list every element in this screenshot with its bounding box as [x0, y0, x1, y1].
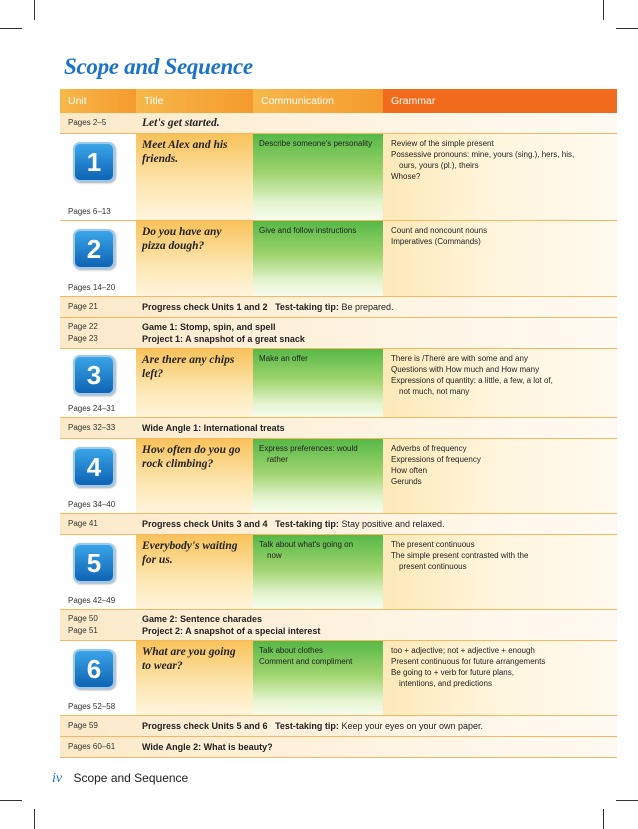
unit-pages: Pages 34–40 [68, 500, 116, 509]
page-number: iv [52, 771, 63, 786]
unit-pages: Pages 52–58 [68, 702, 116, 711]
crop-mark [616, 800, 638, 801]
unit-communication: Express preferences: would rather [253, 439, 383, 513]
progress-pages: Page 21 [68, 302, 98, 311]
unit-grammar: Count and noncount nouns Imperatives (Commands) [383, 221, 617, 296]
wide-angle-label: Wide Angle 1: International treats [142, 423, 285, 433]
unit-cell [60, 439, 136, 513]
header-unit: Unit [60, 89, 136, 113]
unit-communication: Describe someone's personality [253, 134, 383, 220]
unit-title: How often do you go rock climbing? [136, 439, 253, 513]
crop-mark [603, 0, 604, 20]
table-row-unit-2 [60, 221, 617, 297]
crop-mark [603, 809, 604, 829]
crop-mark [0, 28, 22, 29]
game-pages: Page 50 Page 51 [68, 614, 98, 635]
unit-title: What are you going to wear? [136, 641, 253, 715]
unit-title: Everybody's waiting for us. [136, 535, 253, 609]
wide-angle-pages: Pages 60–61 [68, 742, 116, 751]
unit-communication: Talk about what's going on now [253, 535, 383, 609]
unit-cell [60, 349, 136, 417]
unit-number-badge: 6 [73, 649, 115, 689]
table-row-wide-angle [60, 737, 617, 758]
unit-number-badge: 2 [73, 229, 115, 269]
unit-cell [60, 134, 136, 220]
table-row-progress-check [60, 514, 617, 535]
footer-label: Scope and Sequence [73, 771, 189, 785]
unit-cell [60, 535, 136, 609]
table-row-unit-3 [60, 349, 617, 418]
unit-pages: Pages 24–31 [68, 404, 116, 413]
unit-pages: Pages 6–13 [68, 207, 111, 216]
header-grammar: Grammar [383, 89, 617, 113]
unit-grammar: There is /There are with some and any Questions with How much and How many Expressions of quantity: a little, a few, a lot of, not much, not many [383, 349, 617, 417]
page-title: Scope and Sequence [64, 54, 253, 79]
unit-grammar: Review of the simple present Possessive pronouns: mine, yours (sing.), hers, his, ours, yours (pl.), theirs Whose? [383, 134, 617, 220]
unit-title: Do you have any pizza dough? [136, 221, 253, 296]
game-project: Game 2: Sentence charades Project 2: A snapshot of a special interest [142, 614, 321, 636]
header-communication: Communication [253, 89, 383, 113]
unit-number-badge: 3 [73, 355, 115, 395]
unit-communication: Talk about clothes Comment and compliment [253, 641, 383, 715]
crop-mark [0, 800, 22, 801]
table-header [60, 89, 617, 113]
intro-title: Let's get started. [142, 117, 220, 129]
progress-check: Progress check Units 5 and 6 Test-taking tip: Keep your eyes on your own paper. [142, 721, 484, 731]
game-project: Game 1: Stomp, spin, and spell Project 1: A snapshot of a great snack [142, 322, 305, 344]
crop-mark [616, 28, 638, 29]
crop-mark [34, 0, 35, 20]
unit-number-badge: 4 [73, 447, 115, 487]
wide-angle-label: Wide Angle 2: What is beauty? [142, 742, 273, 752]
wide-angle-pages: Pages 32–33 [68, 423, 116, 432]
unit-number-badge: 5 [73, 543, 115, 583]
unit-title: Are there any chips left? [136, 349, 253, 417]
progress-check: Progress check Units 3 and 4 Test-taking tip: Stay positive and relaxed. [142, 519, 445, 529]
scope-sequence-table [60, 89, 617, 758]
unit-cell [60, 641, 136, 715]
table-row-progress-check [60, 297, 617, 318]
unit-pages: Pages 14–20 [68, 283, 116, 292]
progress-check: Progress check Units 1 and 2 Test-taking tip: Be prepared. [142, 302, 394, 312]
table-row-unit-6 [60, 641, 617, 716]
game-pages: Page 22 Page 23 [68, 322, 98, 343]
header-title: Title [136, 89, 253, 113]
unit-communication: Give and follow instructions [253, 221, 383, 296]
table-row-game [60, 318, 617, 349]
progress-pages: Page 59 [68, 721, 98, 730]
intro-pages: Pages 2–5 [68, 118, 107, 127]
unit-number-badge: 1 [73, 142, 115, 182]
unit-communication: Make an offer [253, 349, 383, 417]
progress-pages: Page 41 [68, 519, 98, 528]
page-footer [52, 771, 188, 787]
table-row-wide-angle [60, 418, 617, 439]
crop-mark [34, 809, 35, 829]
unit-cell [60, 221, 136, 296]
table-row-progress-check [60, 716, 617, 737]
unit-grammar: too + adjective; not + adjective + enough Present continuous for future arrangements Be going to + verb for future plans, intentions, and predictions [383, 641, 617, 715]
table-row-game [60, 610, 617, 641]
table-row-unit-4 [60, 439, 617, 514]
unit-grammar: Adverbs of frequency Expressions of frequency How often Gerunds [383, 439, 617, 513]
table-row-unit-1 [60, 134, 617, 221]
unit-pages: Pages 42–49 [68, 596, 116, 605]
table-row-unit-5 [60, 535, 617, 610]
unit-title: Meet Alex and his friends. [136, 134, 253, 220]
table-row-intro [60, 113, 617, 134]
unit-grammar: The present continuous The simple present contrasted with the present continuous [383, 535, 617, 609]
